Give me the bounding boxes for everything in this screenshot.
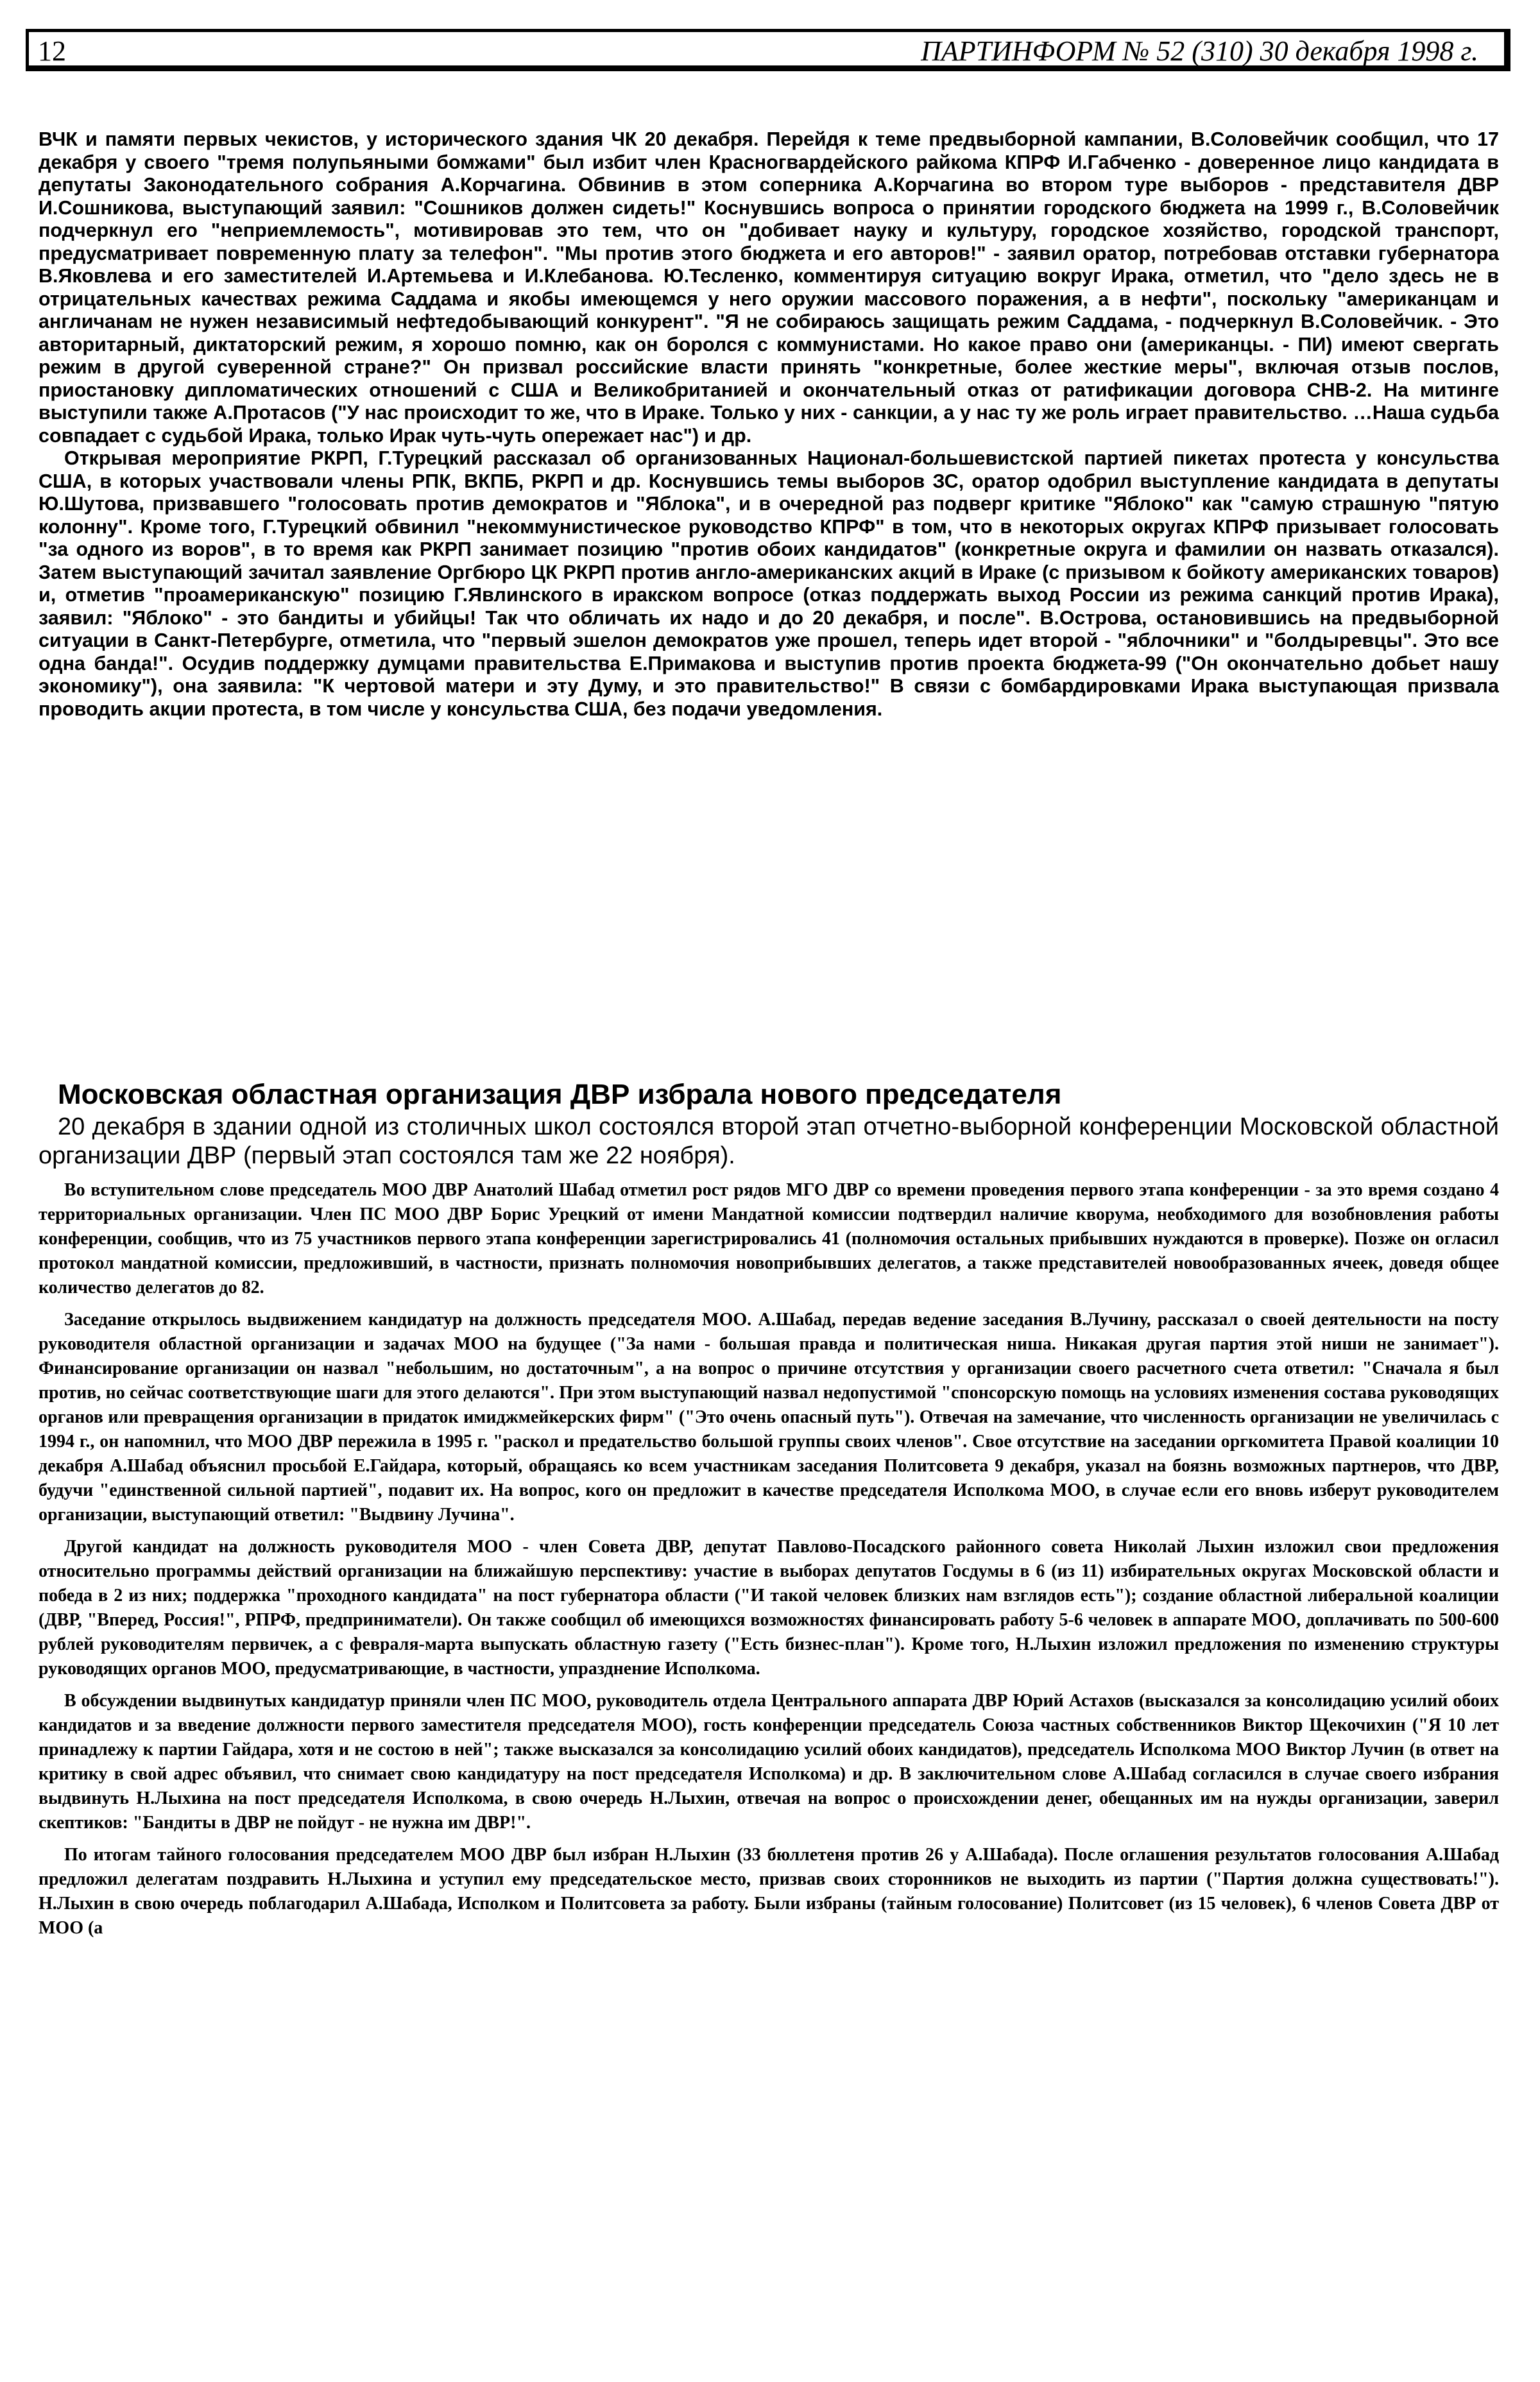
article-paragraph: По итогам тайного голосования председателем МОО ДВР был избран Н.Лыхин (33 бюллетеня против 26 у А.Шабада). После оглашения результатов голосования А.Шабад предложил делегатам поздравить Н.Лыхина и уступил ему председательское место, призвав своих сторонников не выходить из партии ("Партия должна существовать!"). Н.Лыхин в свою очередь поблагодарил А.Шабада, Исполком и Политсовета за работу. Были избраны (тайным голосование) Политсовет (из 15 человек), 6 членов Совета ДВР от МОО (а xyxy=(38,1845,1499,1938)
article-paragraph: Заседание открылось выдвижением кандидатур на должность председателя МОО. А.Шабад, передав ведение заседания В.Лучину, рассказал о своей деятельности на посту руководителя областной организации и задачах МОО на будущее ("За нами - большая правда и политическая ниша. Никакая другая партия этой ниши не занимает"). Финансирование организации он назвал "небольшим, но достаточным", а на вопрос о причине отсутствия у организации своего расчетного счета ответил: "Сначала я был против, но сейчас соответствующие шаги для этого делаются". При этом выступающий назвал недопустимой "спонсорскую помощь на условиях изменения состава руководящих органов или превращения организации в придаток имиджмейкерских фирм" ("Это очень опасный путь"). Отвечая на замечание, что численность организации не увеличилась с 1994 г., он напомнил, что МОО ДВР пережила в 1995 г. "раскол и предательство большой группы своих членов". Свое отсутствие на заседании оргкомитета Правой коалиции 10 декабря А.Шабад объяснил просьбой Е.Гайдара, который, обращаясь ко всем участникам заседания Политсовета 9 декабря, указал на боязнь возможных партнеров, что ДВР, будучи "единственной сильной партией", подавит их. На вопрос, кого он предложит в качестве председателя Исполкома МОО, в случае если его вновь изберут руководителем организации, выступающий ответил: "Выдвину Лучина". xyxy=(38,1310,1499,1525)
rally-paragraph: Открывая мероприятие РКРП, Г.Турецкий рассказал об организованных Национал-большевистской партией пикетах протеста у консульства США, в которых участвовали члены РПК, ВКПБ, РКРП и др. Коснувшись темы выборов ЗС, оратор одобрил выступление кандидата в депутаты Ю.Шутова, призвавшего "голосовать против демократов и "Яблока", и в очередной раз подверг критике "Яблоко" как "самую страшную "пятую колонну". Кроме того, Г.Турецкий обвинил "некоммунистическое руководство КПРФ" в том, что в некоторых округах КПРФ призывает голосовать "за одного из воров", в то время как РКРП занимает позицию "против обоих кандидатов" (конкретные округа и фамилии он назвать отказался). Затем выступающий зачитал заявление Оргбюро ЦК РКРП против англо-американских акций в Ираке (с призывом к бойкоту американских товаров) и, отметив "проамериканскую" позицию Г.Явлинского в иракском вопросе (отказ поддержать выход России из режима санкций против Ирака), заявил: "Яблоко" - это бандиты и убийцы! Так что обличать их надо и до 20 декабря, и после". В.Острова, остановившись на предвыборной ситуации в Санкт-Петербурге, отметила, что "первый эшелон демократов уже прошел, теперь идет второй - "яблочники" и "болдыревцы". Это все одна банда!". Осудив поддержку думцами правительства Е.Примакова и выступив против проекта бюджета-99 ("Он окончательно добьет нашу экономику"), она заявила: "К чертовой матери и эту Думу, и это правительство!" В связи с бомбардировками Ирака выступающая призвала проводить акции протеста, в том числе у консульства США, без подачи уведомления. xyxy=(38,447,1499,720)
page-header xyxy=(26,29,1510,71)
article-headline: Московская областная организация ДВР избрала нового председателя xyxy=(58,1079,1062,1110)
rally-report-section xyxy=(38,128,1499,721)
dvr-article xyxy=(38,1078,1499,1948)
article-lead: 20 декабря в здании одной из столичных школ состоялся второй этап отчетно-выборной конференции Московской областной организации ДВР (первый этап состоялся там же 22 ноября). xyxy=(38,1113,1499,1169)
article-paragraph: В обсуждении выдвинутых кандидатур приняли член ПС МОО, руководитель отдела Центрального аппарата ДВР Юрий Астахов (высказался за консолидацию усилий обоих кандидатов и за введение должности первого заместителя председателя МОО), гость конференции председатель Союза частных собственников Виктор Щекочихин ("Я 10 лет принадлежу к партии Гайдара, хотя и не состою в ней"; также высказался за консолидацию усилий обоих кандидатов), председатель Исполкома МОО Виктор Лучин (в ответ на критику в свой адрес объявил, что снимает свою кандидатуру на пост председателя Исполкома) и др. В заключительном слове А.Шабад согласился в случае своего избрания выдвинуть Н.Лыхина на пост председателя Исполкома, в свою очередь Н.Лыхин, отвечая на вопрос о происхождении денег, обещанных им на нужды организации, заверил скептиков: "Бандиты в ДВР не пойдут - не нужна им ДВР!". xyxy=(38,1691,1499,1833)
issue-title: ПАРТИНФОРМ № 52 (310) 30 декабря 1998 г. xyxy=(921,35,1478,67)
article-body xyxy=(38,1178,1499,1941)
page-number: 12 xyxy=(38,35,66,67)
article-paragraph: Во вступительном слове председатель МОО ДВР Анатолий Шабад отметил рост рядов МГО ДВР со времени проведения первого этапа конференции - за это время создано 4 территориальных организации. Член ПС МОО ДВР Борис Урецкий от имени Мандатной комиссии подтвердил наличие кворума, необходимого для возобновления работы конференции, сообщив, что из 75 участников первого этапа конференции зарегистрировались 41 (полномочия остальных прибывших нуждаются в проверке). Позже он огласил протокол мандатной комиссии, предложивший, в частности, признать полномочия новоприбывших делегатов, а также представителей новообразованных ячеек, доведя общее количество делегатов до 82. xyxy=(38,1180,1499,1298)
article-paragraph: Другой кандидат на должность руководителя МОО - член Совета ДВР, депутат Павлово-Посадского районного совета Николай Лыхин изложил свои предложения относительно программы действий организации на ближайшую перспективу: участие в выборах депутатов Госдумы в 6 (из 11) избирательных округах Московской области и победа в 2 из них; поддержка "проходного кандидата" на пост губернатора области ("И такой человек близких нам взглядов есть"); создание областной либеральной коалиции (ДВР, "Вперед, Россия!", РПРФ, предприниматели). Он также сообщил об имеющихся возможностях финансировать работу 5-6 человек в аппарате МОО, доплачивать по 500-600 рублей руководителям первичек, а с февраля-марта выпускать областную газету ("Есть бизнес-план"). Кроме того, Н.Лыхин изложил предложения по изменению структуры руководящих органов МОО, предусматривающие, в частности, упразднение Исполкома. xyxy=(38,1537,1499,1679)
rally-paragraph: ВЧК и памяти первых чекистов, у исторического здания ЧК 20 декабря. Перейдя к теме предвыборной кампании, В.Соловейчик сообщил, что 17 декабря у своего "тремя полупьяными бомжами" был избит член Красногвардейского райкома КПРФ И.Габченко - доверенное лицо кандидата в депутаты Законодательного собрания А.Корчагина. Обвинив в этом соперника А.Корчагина во втором туре выборов - представителя ДВР И.Сошникова, выступающий заявил: "Сошников должен сидеть!" Коснувшись вопроса о принятии городского бюджета на 1999 г., В.Соловейчик подчеркнул его "неприемлемость", мотивировав это тем, что он "добивает науку и культуру, городское хозяйство, городской транспорт, предусматривает повременную плату за телефон". "Мы против этого бюджета и его авторов!" - заявил оратор, потребовав отставки губернатора В.Яковлева и его заместителей И.Артемьева и И.Клебанова. Ю.Тесленко, комментируя ситуацию вокруг Ирака, отметил, что "дело здесь не в отрицательных качествах режима Саддама и якобы имеющемся у него оружии массового поражения, а в нефти", поскольку "американцам и англичанам не нужен независимый нефтедобывающий конкурент". "Я не собираюсь защищать режим Саддама, - подчеркнул В.Соловейчик. - Это авторитарный, диктаторский режим, я хорошо помню, как он боролся с коммунистами. Но какое право они (американцы. - ПИ) имеют свергать режим в другой суверенной стране?" Он призвал российские власти принять "конкретные, более жесткие меры", включая отзыв послов, приостановку дипломатических отношений с США и Великобританией и окончательный отказ от ратификации договора СНВ-2. На митинге выступили также А.Протасов ("У нас происходит то же, что в Ираке. Только у них - санкции, а у нас ту же роль играет правительство. …Наша судьба совпадает с судьбой Ирака, только Ирак чуть-чуть опережает нас") и др. xyxy=(38,128,1499,447)
